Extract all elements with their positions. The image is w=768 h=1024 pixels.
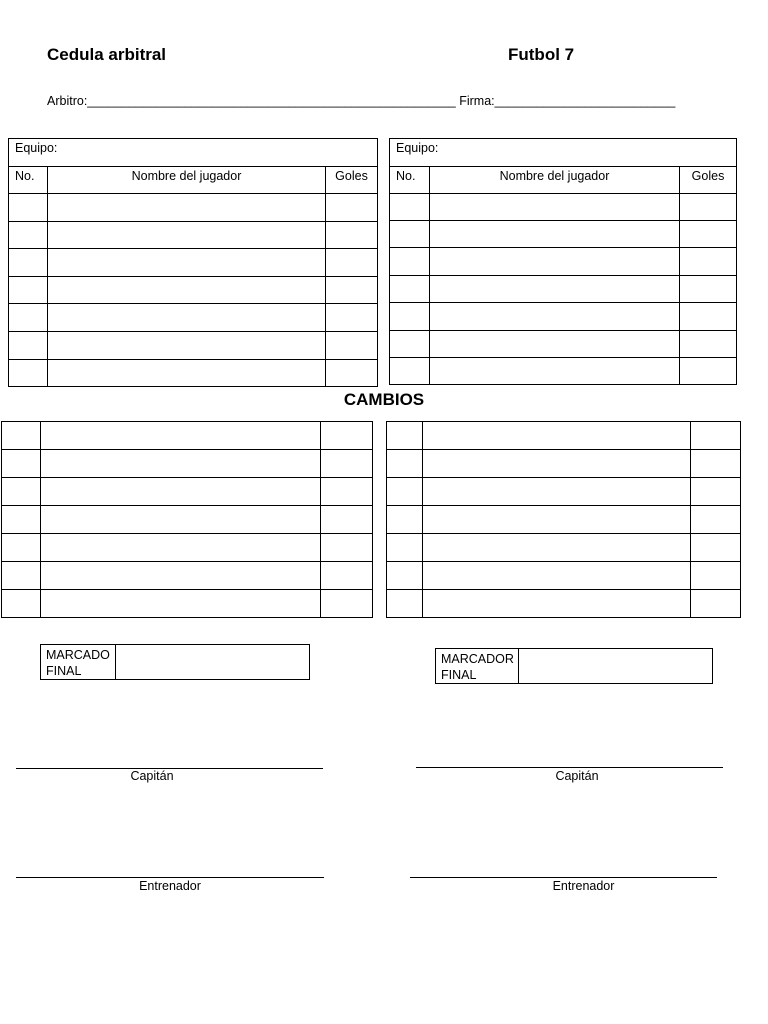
table-row[interactable] — [387, 450, 741, 478]
table-row[interactable] — [390, 303, 737, 331]
table-row[interactable] — [387, 506, 741, 534]
team-roster-right — [389, 138, 737, 385]
substitutions-heading: CAMBIOS — [343, 390, 425, 409]
table-row[interactable] — [9, 360, 378, 387]
table-row[interactable] — [2, 590, 373, 618]
col-header-goals: Goles — [326, 167, 378, 194]
col-header-no: No. — [390, 167, 430, 194]
coach-label-right: Entrenador — [552, 879, 615, 893]
team-label: Equipo: — [15, 141, 58, 155]
table-row[interactable] — [2, 450, 373, 478]
team-roster-left — [8, 138, 378, 387]
final-score-right — [435, 648, 713, 684]
table-row[interactable] — [390, 221, 737, 248]
final-score-field[interactable] — [116, 645, 310, 680]
table-row[interactable] — [2, 422, 373, 450]
final-score-label: MARCADOR FINAL — [436, 649, 519, 684]
table-row[interactable] — [9, 332, 378, 360]
table-row[interactable] — [2, 562, 373, 590]
table-row[interactable] — [387, 562, 741, 590]
table-row[interactable] — [390, 276, 737, 303]
category-title: Futbol 7 — [508, 45, 575, 64]
table-row[interactable] — [390, 331, 737, 358]
table-row[interactable] — [390, 194, 737, 221]
table-row[interactable] — [387, 534, 741, 562]
referee-signature-line[interactable]: Arbitro:_____________________________________________________ Firma:__________________________ — [47, 94, 676, 108]
team-name-field[interactable] — [390, 139, 737, 167]
final-score-left — [40, 644, 310, 680]
team-label: Equipo: — [396, 141, 439, 155]
final-score-label: MARCADO FINAL — [41, 645, 116, 680]
col-header-goals: Goles — [680, 167, 737, 194]
table-row[interactable] — [390, 358, 737, 385]
table-row[interactable] — [387, 478, 741, 506]
col-header-player-name: Nombre del jugador — [430, 167, 680, 194]
captain-label-right: Capitán — [555, 769, 599, 783]
col-header-player-name: Nombre del jugador — [48, 167, 326, 194]
coach-label-left: Entrenador — [139, 879, 201, 893]
substitutions-table-left — [1, 421, 373, 618]
team-name-field[interactable] — [9, 139, 378, 167]
coach-signature-line-right[interactable] — [410, 877, 717, 878]
captain-label-left: Capitán — [130, 769, 174, 783]
coach-signature-line-left[interactable] — [16, 877, 324, 878]
page-title: Cedula arbitral — [47, 45, 167, 64]
table-row[interactable] — [2, 506, 373, 534]
final-score-field[interactable] — [519, 649, 713, 684]
table-row[interactable] — [9, 194, 378, 222]
table-row[interactable] — [2, 534, 373, 562]
table-row[interactable] — [387, 422, 741, 450]
table-row[interactable] — [2, 478, 373, 506]
table-row[interactable] — [9, 304, 378, 332]
table-row[interactable] — [9, 277, 378, 304]
col-header-no: No. — [9, 167, 48, 194]
substitutions-table-right — [386, 421, 741, 618]
table-row[interactable] — [9, 249, 378, 277]
table-row[interactable] — [9, 222, 378, 249]
captain-signature-line-right[interactable] — [416, 767, 723, 768]
table-row[interactable] — [390, 248, 737, 276]
table-row[interactable] — [387, 590, 741, 618]
